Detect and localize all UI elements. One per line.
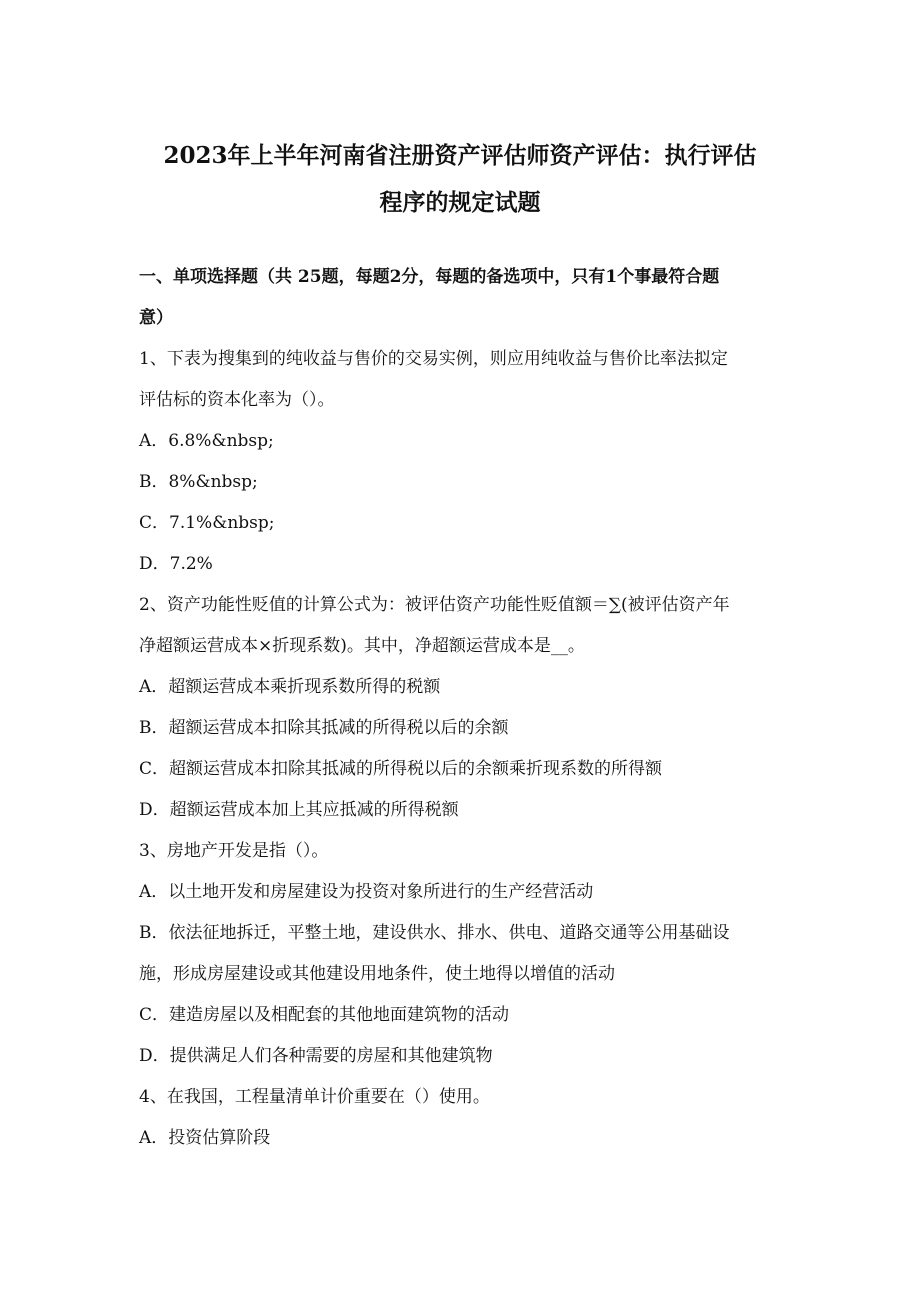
title-line-1: 2023年上半年河南省注册资产评估师资产评估：执行评估 bbox=[163, 142, 757, 169]
question-1-option-d: D．7.2% bbox=[139, 554, 213, 574]
section-heading-line-2: 意） bbox=[139, 308, 173, 328]
document-title bbox=[130, 132, 790, 226]
question-2-option-c: C．超额运营成本扣除其抵减的所得税以后的余额乘折现系数的所得额 bbox=[139, 759, 663, 779]
question-3-stem-line-1: 3、房地产开发是指（）。 bbox=[139, 841, 329, 861]
question-1-option-b: B．8%&nbsp; bbox=[139, 472, 258, 492]
question-1-option-c: C．7.1%&nbsp; bbox=[139, 513, 275, 533]
question-1-stem-line-1: 1、下表为搜集到的纯收益与售价的交易实例，则应用纯收益与售价比率法拟定 bbox=[139, 349, 728, 369]
question-4-option-a: A．投资估算阶段 bbox=[139, 1128, 271, 1148]
question-3-option-d: D．提供满足人们各种需要的房屋和其他建筑物 bbox=[139, 1046, 493, 1066]
question-3-option-b-line-1: B．依法征地拆迁，平整土地，建设供水、排水、供电、道路交通等公用基础设 bbox=[139, 923, 730, 943]
title-line-2: 程序的规定试题 bbox=[379, 189, 541, 216]
question-1-stem-line-2: 评估标的资本化率为（）。 bbox=[139, 390, 335, 410]
question-3-option-a: A．以土地开发和房屋建设为投资对象所进行的生产经营活动 bbox=[139, 882, 594, 902]
question-1-option-a: A．6.8%&nbsp; bbox=[139, 431, 274, 451]
section-heading-line-1: 一、单项选择题（共 25题，每题2分，每题的备选项中，只有1个事最符合题 bbox=[139, 267, 720, 287]
question-4-stem-line-1: 4、在我国，工程量清单计价重要在（）使用。 bbox=[139, 1087, 490, 1107]
question-2-stem-line-1: 2、资产功能性贬值的计算公式为：被评估资产功能性贬值额＝∑(被评估资产年 bbox=[139, 595, 730, 615]
question-3-option-c: C．建造房屋以及相配套的其他地面建筑物的活动 bbox=[139, 1005, 510, 1025]
question-2-option-d: D．超额运营成本加上其应抵减的所得税额 bbox=[139, 800, 459, 820]
question-2-stem-line-2: 净超额运营成本×折现系数)。其中，净超额运营成本是__。 bbox=[139, 636, 585, 656]
question-2-option-a: A．超额运营成本乘折现系数所得的税额 bbox=[139, 677, 441, 697]
question-2-option-b: B．超额运营成本扣除其抵减的所得税以后的余额 bbox=[139, 718, 509, 738]
question-3-option-b-line-2: 施，形成房屋建设或其他建设用地条件，使土地得以增值的活动 bbox=[139, 964, 615, 984]
